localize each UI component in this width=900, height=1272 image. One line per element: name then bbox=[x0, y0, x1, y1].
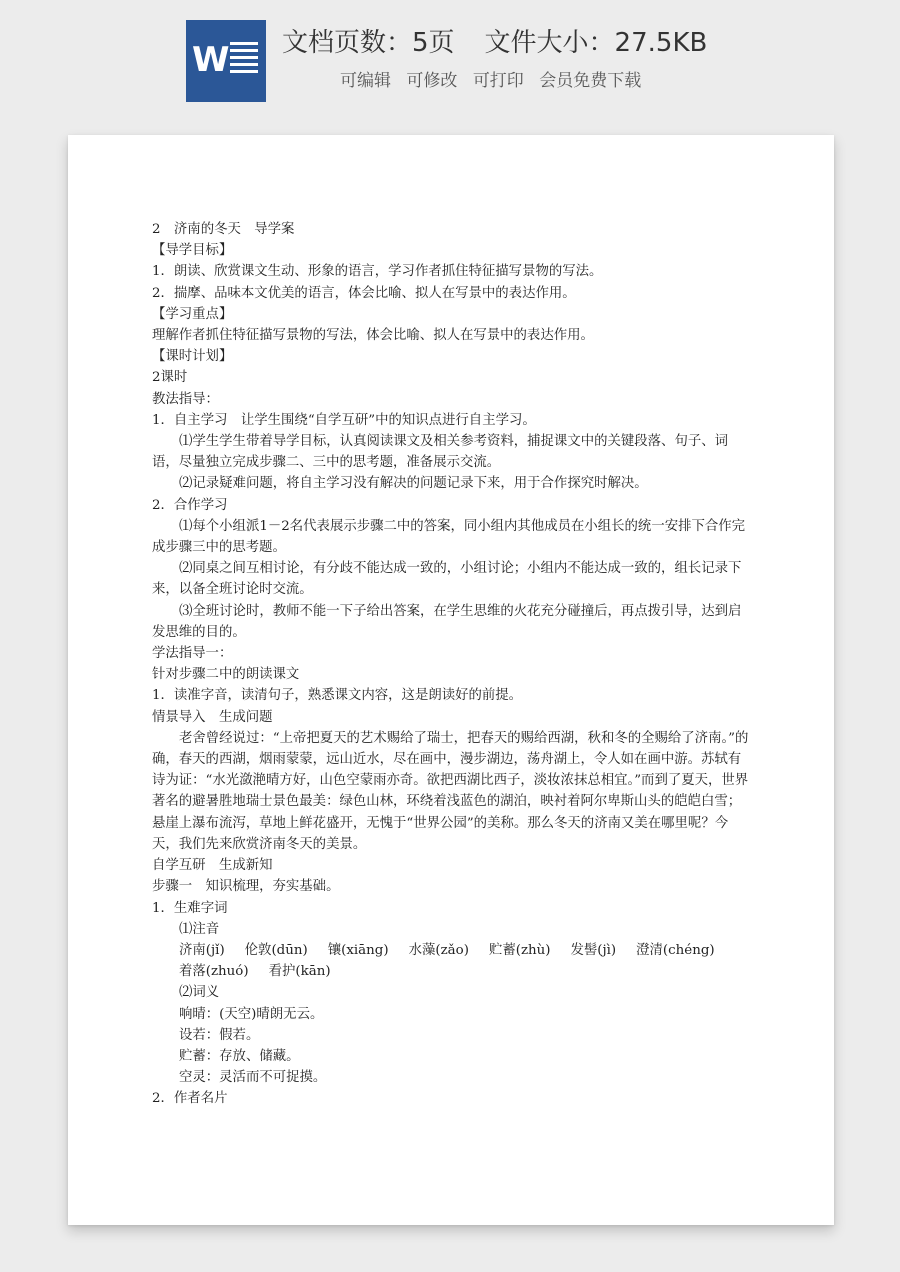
scene-text: 老舍曾经说过：“上帝把夏天的艺术赐给了瑞士，把春天的赐给西湖，秋和冬的全赐给了济南。”的确，春天的西湖，烟雨蒙蒙，远山近水，尽在画中，漫步湖边，荡舟湖上，令人如在画中游。苏轼有诗为证：“水光潋滟晴方好，山色空蒙雨亦奇。欲把西湖比西子，淡妆浓抹总相宜。”而到了夏天，世界著名的避暑胜地瑞士景色最美：绿色山林，环绕着浅蓝色的湖泊，映衬着阿尔卑斯山头的皑皑白雪；悬崖上瀑布流泻，草地上鲜花盛开，无愧于“世界公园”的美称。那么冬天的济南又美在哪里呢？今天，我们先来欣赏济南冬天的美景。 bbox=[152, 730, 749, 852]
learn-1: 1．读准字音，读清句子，熟悉课文内容，这是朗读好的前提。 bbox=[152, 688, 523, 704]
file-size: 文件大小：27.5KB bbox=[484, 28, 708, 58]
doc-features bbox=[340, 66, 651, 91]
section-1b: ⑵词义 bbox=[179, 985, 220, 1001]
teach-1a: ⑴学生学生带着导学目标，认真阅读课文及相关参考资料，捕捉课文中的关键段落、句子、词语，尽量独立完成步骤二、三中的思考题，准备展示交流。 bbox=[152, 434, 729, 471]
plan-text: 2课时 bbox=[152, 370, 188, 386]
teach-2: 2．合作学习 bbox=[152, 497, 228, 513]
pinyin-item: 贮蓄(zhù) bbox=[488, 942, 551, 958]
feature-editable: 可编辑 bbox=[340, 71, 391, 91]
heading-goals: 【导学目标】 bbox=[152, 243, 233, 259]
pinyin-item: 发髻(jì) bbox=[570, 942, 617, 958]
vocab-1: 响晴：(天空)晴朗无云。 bbox=[179, 1006, 324, 1022]
section-1: 1．生难字词 bbox=[152, 900, 228, 916]
section-1a: ⑴注音 bbox=[179, 921, 220, 937]
scene-heading: 情景导入 生成问题 bbox=[152, 709, 273, 725]
teach-2a: ⑴每个小组派1－2名代表展示步骤二中的答案，同小组内其他成员在小组长的统一安排下合作完成步骤三中的思考题。 bbox=[152, 518, 746, 556]
doc-title: 2 济南的冬天 导学案 bbox=[152, 222, 295, 237]
document-page bbox=[68, 135, 834, 1225]
teach-1b: ⑵记录疑难问题，将自主学习没有解决的问题记录下来，用于合作探究时解决。 bbox=[179, 476, 648, 492]
goal-1: 1．朗读、欣赏课文生动、形象的语言，学习作者抓住特征描写景物的写法。 bbox=[152, 264, 603, 280]
feature-modifiable: 可修改 bbox=[406, 71, 458, 91]
focus-text: 理解作者抓住特征描写景物的写法，体会比喻、拟人在写景中的表达作用。 bbox=[152, 328, 594, 344]
page-count: 文档页数：5页 bbox=[282, 28, 455, 58]
section-2: 2．作者名片 bbox=[152, 1091, 228, 1107]
pinyin-list bbox=[152, 940, 750, 982]
pinyin-item: 伦敦(dūn) bbox=[244, 942, 308, 958]
feature-member-download: 会员免费下载 bbox=[539, 71, 642, 91]
heading-plan: 【课时计划】 bbox=[152, 349, 233, 365]
vocab-4: 空灵：灵活而不可捉摸。 bbox=[179, 1070, 327, 1086]
teach-heading: 教法指导： bbox=[152, 391, 219, 407]
pinyin-item: 着落(zhuó) bbox=[179, 964, 249, 980]
feature-printable: 可打印 bbox=[472, 71, 524, 91]
document-content bbox=[152, 219, 750, 1110]
goal-2: 2．揣摩、品味本文优美的语言，体会比喻、拟人在写景中的表达作用。 bbox=[152, 285, 576, 301]
teach-1: 1．自主学习 让学生围绕“自学互研”中的知识点进行自主学习。 bbox=[152, 412, 536, 428]
header-bar bbox=[0, 0, 900, 120]
heading-focus: 【学习重点】 bbox=[152, 306, 233, 322]
pinyin-item: 澄清(chéng) bbox=[636, 942, 715, 958]
step-1: 步骤一 知识梳理，夯实基础。 bbox=[152, 879, 340, 895]
pinyin-item: 济南(jǐ) bbox=[179, 942, 225, 958]
learn-heading: 学法指导一： bbox=[152, 646, 233, 662]
word-icon: W bbox=[186, 20, 266, 102]
pinyin-item: 看护(kān) bbox=[268, 964, 331, 980]
vocab-2: 设若：假若。 bbox=[179, 1027, 260, 1043]
teach-2c: ⑶全班讨论时，教师不能一下子给出答案，在学生思维的火花充分碰撞后，再点拨引导，达到启发思维的目的。 bbox=[152, 603, 742, 640]
pinyin-item: 镶(xiāng) bbox=[327, 942, 389, 958]
self-heading: 自学互研 生成新知 bbox=[152, 858, 273, 874]
doc-stats bbox=[282, 22, 707, 59]
teach-2b: ⑵同桌之间互相讨论，有分歧不能达成一致的，小组讨论；小组内不能达成一致的，组长记录下来，以备全班讨论时交流。 bbox=[152, 561, 742, 598]
learn-sub: 针对步骤二中的朗读课文 bbox=[152, 667, 300, 683]
pinyin-item: 水藻(zǎo) bbox=[408, 942, 469, 958]
vocab-3: 贮蓄：存放、储藏。 bbox=[179, 1048, 300, 1064]
